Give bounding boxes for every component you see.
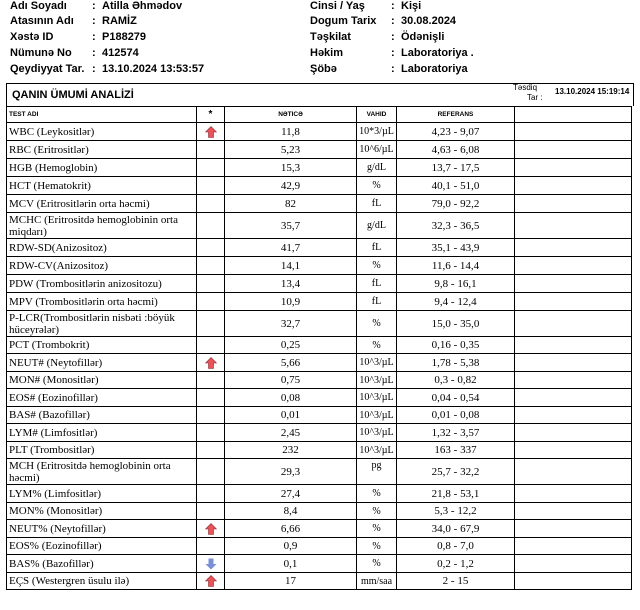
- flag-cell: [197, 257, 225, 274]
- table-row: [6, 354, 632, 372]
- table-row: [6, 123, 632, 141]
- empty-cell: [515, 311, 631, 336]
- flag-cell: [197, 239, 225, 256]
- approved-date: 13.10.2024 15:19:14: [555, 87, 630, 96]
- patient-field-label: Həkim: [310, 47, 344, 59]
- unit-value: 10^3/µL: [357, 389, 397, 406]
- reference-range: 163 - 337: [397, 442, 515, 458]
- unit-value: %: [357, 485, 397, 502]
- unit-value: 10^3/µL: [357, 442, 397, 458]
- approved-label-date: Tar :: [527, 93, 543, 102]
- test-name: WBC (Leykositlər): [7, 123, 197, 140]
- flag-cell: [197, 485, 225, 502]
- flag-cell: [197, 213, 225, 238]
- reference-range: 0,8 - 7,0: [397, 538, 515, 554]
- table-row: [6, 293, 632, 311]
- patient-field-label: Dogum Tarix: [310, 15, 377, 27]
- table-row: [6, 213, 632, 239]
- empty-cell: [515, 372, 631, 388]
- table-row: [6, 459, 632, 485]
- result-value: 32,7: [225, 311, 357, 336]
- patient-field-separator: :: [391, 47, 395, 59]
- patient-field-value: Laboratoriya: [401, 63, 468, 75]
- unit-value: 10^3/µL: [357, 372, 397, 388]
- patient-field-label: Şöbə: [310, 63, 337, 75]
- flag-cell: [197, 337, 225, 353]
- patient-field-separator: :: [92, 31, 96, 43]
- empty-cell: [515, 141, 631, 158]
- table-row: [6, 555, 632, 573]
- reference-range: 21,8 - 53,1: [397, 485, 515, 502]
- unit-value: 10^3/µL: [357, 354, 397, 371]
- result-value: 13,4: [225, 275, 357, 292]
- reference-range: 13,7 - 17,5: [397, 159, 515, 176]
- test-name: NEUT% (Neytofillər): [7, 520, 197, 537]
- empty-cell: [515, 195, 631, 212]
- table-row: [6, 311, 632, 337]
- table-row: [6, 538, 632, 555]
- test-name: EOS% (Eozinofillər): [7, 538, 197, 554]
- empty-cell: [515, 573, 631, 589]
- report-title-bar: [6, 83, 634, 106]
- reference-range: 25,7 - 32,2: [397, 459, 515, 484]
- patient-field-separator: :: [391, 15, 395, 27]
- approved-label: Təsdiq: [513, 83, 538, 92]
- empty-cell: [515, 123, 631, 140]
- test-name: MCV (Eritrositlərin orta həcmi): [7, 195, 197, 212]
- reference-range: 79,0 - 92,2: [397, 195, 515, 212]
- test-name: BAS% (Bazofillər): [7, 555, 197, 572]
- arrow-up-icon: [205, 523, 217, 535]
- flag-cell: [197, 354, 225, 371]
- table-row: [6, 372, 632, 389]
- result-value: 0,9: [225, 538, 357, 554]
- test-name: MCHC (Eritrositdə hemoglobinin orta miqdarı): [7, 213, 197, 238]
- empty-cell: [515, 485, 631, 502]
- table-row: [6, 442, 632, 459]
- flag-cell: [197, 520, 225, 537]
- patient-field-value: Kişi: [401, 0, 422, 12]
- result-value: 29,3: [225, 459, 357, 484]
- table-row: [6, 573, 632, 590]
- result-value: 8,4: [225, 503, 357, 519]
- patient-field-value: P188279: [102, 31, 147, 43]
- unit-value: %: [357, 257, 397, 274]
- reference-range: 32,3 - 36,5: [397, 213, 515, 238]
- reference-range: 15,0 - 35,0: [397, 311, 515, 336]
- table-row: [6, 195, 632, 213]
- reference-range: 0,16 - 0,35: [397, 337, 515, 353]
- header-reference: REFERANS: [397, 107, 515, 122]
- reference-range: 0,3 - 0,82: [397, 372, 515, 388]
- patient-field-separator: :: [92, 15, 96, 27]
- reference-range: 1,32 - 3,57: [397, 424, 515, 441]
- result-value: 27,4: [225, 485, 357, 502]
- patient-field-value: Ödənişli: [401, 31, 445, 43]
- empty-cell: [515, 503, 631, 519]
- empty-cell: [515, 337, 631, 353]
- reference-range: 34,0 - 67,9: [397, 520, 515, 537]
- result-value: 42,9: [225, 177, 357, 194]
- unit-value: fL: [357, 195, 397, 212]
- empty-cell: [515, 538, 631, 554]
- reference-range: 5,3 - 12,2: [397, 503, 515, 519]
- patient-info: [10, 0, 630, 78]
- result-value: 0,75: [225, 372, 357, 388]
- result-value: 14,1: [225, 257, 357, 274]
- unit-value: mm/saa: [357, 573, 397, 589]
- table-row: [6, 485, 632, 503]
- arrow-up-icon: [205, 126, 217, 138]
- flag-cell: [197, 311, 225, 336]
- reference-range: 4,63 - 6,08: [397, 141, 515, 158]
- empty-cell: [515, 293, 631, 310]
- table-row: [6, 239, 632, 257]
- result-value: 0,01: [225, 407, 357, 423]
- test-name: MPV (Trombositlərin orta həcmi): [7, 293, 197, 310]
- test-name: MCH (Eritrositdə hemoglobinin orta həcmi): [7, 459, 197, 484]
- result-value: 6,66: [225, 520, 357, 537]
- patient-field-label: Cinsi / Yaş: [310, 0, 365, 12]
- arrow-down-icon: [205, 558, 217, 570]
- header-unit: VAHID: [357, 107, 397, 122]
- result-value: 0,08: [225, 389, 357, 406]
- test-name: LYM# (Limfositlər): [7, 424, 197, 441]
- unit-value: g/dL: [357, 159, 397, 176]
- result-value: 15,3: [225, 159, 357, 176]
- flag-cell: [197, 275, 225, 292]
- patient-field-value: 412574: [102, 47, 139, 59]
- unit-value: %: [357, 520, 397, 537]
- flag-cell: [197, 123, 225, 140]
- empty-cell: [515, 424, 631, 441]
- patient-field-value: Laboratoriya .: [401, 47, 474, 59]
- patient-field-value: Atilla Əhmədov: [102, 0, 183, 12]
- test-name: RBC (Eritrositlər): [7, 141, 197, 158]
- unit-value: 10^3/µL: [357, 424, 397, 441]
- test-name: MON# (Monositlər): [7, 372, 197, 388]
- patient-field-value: 30.08.2024: [401, 15, 457, 27]
- flag-cell: [197, 503, 225, 519]
- test-name: NEUT# (Neytofillər): [7, 354, 197, 371]
- flag-cell: [197, 459, 225, 484]
- patient-field-label: Təşkilat: [310, 31, 351, 43]
- arrow-up-icon: [205, 357, 217, 369]
- table-row: [6, 520, 632, 538]
- result-value: 10,9: [225, 293, 357, 310]
- test-name: EÇS (Westergren üsulu ilə): [7, 573, 197, 589]
- unit-value: %: [357, 177, 397, 194]
- report-title: QANIN ÜMUMİ ANALİZİ: [12, 89, 134, 101]
- flag-cell: [197, 141, 225, 158]
- header-flag: *: [197, 107, 225, 122]
- empty-cell: [515, 275, 631, 292]
- empty-cell: [515, 354, 631, 371]
- patient-field-label: Qeydiyyat Tar.: [10, 63, 85, 75]
- unit-value: 10^6/µL: [357, 141, 397, 158]
- header-result: NƏTICƏ: [225, 107, 357, 122]
- patient-field-separator: :: [92, 47, 96, 59]
- result-value: 17: [225, 573, 357, 589]
- patient-field-value: 13.10.2024 13:53:57: [102, 63, 205, 75]
- flag-cell: [197, 389, 225, 406]
- test-name: BAS# (Bazofillər): [7, 407, 197, 423]
- empty-cell: [515, 520, 631, 537]
- patient-field-separator: :: [391, 31, 395, 43]
- unit-value: %: [357, 311, 397, 336]
- test-name: PCT (Trombokrit): [7, 337, 197, 353]
- result-value: 5,23: [225, 141, 357, 158]
- unit-value: fL: [357, 293, 397, 310]
- flag-cell: [197, 407, 225, 423]
- unit-value: %: [357, 555, 397, 572]
- flag-cell: [197, 424, 225, 441]
- unit-value: %: [357, 337, 397, 353]
- empty-cell: [515, 159, 631, 176]
- header-empty: [515, 107, 631, 122]
- empty-cell: [515, 389, 631, 406]
- empty-cell: [515, 177, 631, 194]
- patient-field-label: Atasının Adı: [10, 15, 74, 27]
- result-value: 82: [225, 195, 357, 212]
- reference-range: 9,8 - 16,1: [397, 275, 515, 292]
- test-name: MON% (Monositlər): [7, 503, 197, 519]
- table-row: [6, 275, 632, 293]
- test-name: PLT (Trombositlər): [7, 442, 197, 458]
- flag-cell: [197, 159, 225, 176]
- arrow-up-icon: [205, 575, 217, 587]
- reference-range: 0,04 - 0,54: [397, 389, 515, 406]
- flag-cell: [197, 372, 225, 388]
- patient-field-separator: :: [391, 63, 395, 75]
- empty-cell: [515, 442, 631, 458]
- unit-value: g/dL: [357, 213, 397, 238]
- empty-cell: [515, 257, 631, 274]
- reference-range: 9,4 - 12,4: [397, 293, 515, 310]
- patient-field-separator: :: [92, 0, 96, 12]
- unit-value: %: [357, 538, 397, 554]
- reference-range: 40,1 - 51,0: [397, 177, 515, 194]
- unit-value: 10^3/µL: [357, 407, 397, 423]
- empty-cell: [515, 213, 631, 238]
- reference-range: 35,1 - 43,9: [397, 239, 515, 256]
- table-header-row: [6, 106, 632, 123]
- unit-value: pg: [357, 459, 397, 484]
- test-name: LYM% (Limfositlər): [7, 485, 197, 502]
- table-row: [6, 407, 632, 424]
- unit-value: fL: [357, 275, 397, 292]
- reference-range: 11,6 - 14,4: [397, 257, 515, 274]
- unit-value: 10*3/µL: [357, 123, 397, 140]
- reference-range: 4,23 - 9,07: [397, 123, 515, 140]
- flag-cell: [197, 555, 225, 572]
- flag-cell: [197, 538, 225, 554]
- table-row: [6, 389, 632, 407]
- unit-value: fL: [357, 239, 397, 256]
- result-value: 0,25: [225, 337, 357, 353]
- patient-field-separator: :: [92, 63, 96, 75]
- unit-value: %: [357, 503, 397, 519]
- test-name: RDW-CV(Anizositoz): [7, 257, 197, 274]
- result-value: 0,1: [225, 555, 357, 572]
- test-name: HGB (Hemoglobin): [7, 159, 197, 176]
- test-name: EOS# (Eozinofillər): [7, 389, 197, 406]
- empty-cell: [515, 407, 631, 423]
- result-value: 5,66: [225, 354, 357, 371]
- flag-cell: [197, 195, 225, 212]
- result-value: 35,7: [225, 213, 357, 238]
- result-value: 41,7: [225, 239, 357, 256]
- reference-range: 1,78 - 5,38: [397, 354, 515, 371]
- empty-cell: [515, 555, 631, 572]
- empty-cell: [515, 239, 631, 256]
- flag-cell: [197, 177, 225, 194]
- flag-cell: [197, 293, 225, 310]
- test-name: RDW-SD(Anizositoz): [7, 239, 197, 256]
- table-row: [6, 503, 632, 520]
- test-name: HCT (Hematokrit): [7, 177, 197, 194]
- table-row: [6, 177, 632, 195]
- table-row: [6, 257, 632, 275]
- empty-cell: [515, 459, 631, 484]
- table-row: [6, 159, 632, 177]
- table-row: [6, 424, 632, 442]
- result-value: 11,8: [225, 123, 357, 140]
- reference-range: 2 - 15: [397, 573, 515, 589]
- result-value: 2,45: [225, 424, 357, 441]
- table-row: [6, 141, 632, 159]
- patient-field-value: RAMİZ: [102, 15, 137, 27]
- flag-cell: [197, 573, 225, 589]
- test-name: P-LCR(Trombositlərin nisbəti :böyük hüceyrələr): [7, 311, 197, 336]
- flag-cell: [197, 442, 225, 458]
- reference-range: 0,2 - 1,2: [397, 555, 515, 572]
- header-test: TEST ADI: [7, 107, 197, 122]
- patient-field-label: Adı Soyadı: [10, 0, 67, 12]
- test-name: PDW (Trombositlərin anizositozu): [7, 275, 197, 292]
- patient-field-label: Xəstə ID: [10, 31, 54, 43]
- reference-range: 0,01 - 0,08: [397, 407, 515, 423]
- result-value: 232: [225, 442, 357, 458]
- patient-field-label: Nümunə No: [10, 47, 72, 59]
- patient-field-separator: :: [391, 0, 395, 12]
- table-row: [6, 337, 632, 354]
